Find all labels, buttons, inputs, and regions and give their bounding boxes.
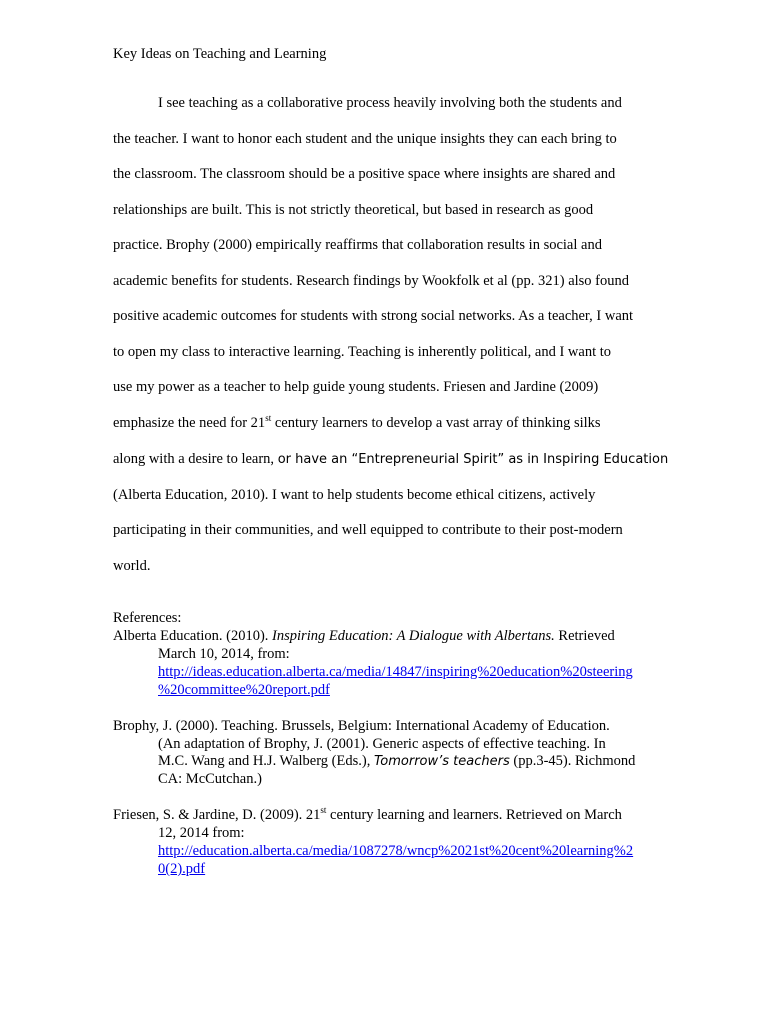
reference-3-line-1 bbox=[113, 807, 622, 824]
reference-3-authors: Friesen, S. & Jardine, D. (2009). 21 bbox=[113, 807, 321, 823]
reference-1-link-part-2[interactable]: %20committee%20report.pdf bbox=[158, 682, 330, 698]
body-line-11-alt-font: or have an “Entrepreneurial Spirit” as in Inspiring Education bbox=[277, 452, 669, 467]
reference-1-title: Inspiring Education: A Dialogue with Albertans. bbox=[272, 628, 555, 644]
reference-1-retrieved: Retrieved bbox=[554, 628, 615, 644]
body-line-4: relationships are built. This is not strictly theoretical, but based in research as good bbox=[113, 202, 594, 218]
reference-3-ordinal-suffix: st bbox=[320, 805, 327, 816]
reference-2-line-3 bbox=[158, 753, 635, 770]
body-line-5: practice. Brophy (2000) empirically reaffirms that collaboration results in social and bbox=[113, 237, 602, 253]
reference-2-editors: M.C. Wang and H.J. Walberg (Eds.), bbox=[158, 753, 374, 769]
reference-3-title: century learning and learners. Retrieved on March bbox=[326, 807, 622, 823]
body-line-9: use my power as a teacher to help guide young students. Friesen and Jardine (2009) bbox=[113, 379, 599, 395]
body-line-11-start: along with a desire to learn, bbox=[113, 451, 278, 467]
body-line-12: (Alberta Education, 2010). I want to help students become ethical citizens, actively bbox=[113, 487, 596, 503]
body-line-1: I see teaching as a collaborative process heavily involving both the students and bbox=[158, 95, 622, 111]
reference-2-line-4: CA: McCutchan.) bbox=[158, 771, 262, 787]
body-line-14: world. bbox=[113, 558, 151, 574]
body-line-6: academic benefits for students. Research findings by Wookfolk et al (pp. 321) also found bbox=[113, 273, 630, 289]
reference-3-link-part-2[interactable]: 0(2).pdf bbox=[158, 861, 206, 877]
reference-3-line-2: 12, 2014 from: bbox=[158, 825, 245, 841]
reference-2-book-title: Tomorrow’s teachers bbox=[373, 754, 510, 769]
reference-2-line-1: Brophy, J. (2000). Teaching. Brussels, Belgium: International Academy of Education. bbox=[113, 718, 610, 734]
reference-1-link-part-1[interactable]: http://ideas.education.alberta.ca/media/14847/inspiring%20education%20steering bbox=[158, 664, 633, 680]
reference-1-author: Alberta Education. (2010). bbox=[113, 628, 273, 644]
reference-3-link-part-1[interactable]: http://education.alberta.ca/media/1087278/wncp%2021st%20cent%20learning%2 bbox=[158, 843, 634, 859]
body-line-10-end: century learners to develop a vast array of thinking silks bbox=[271, 415, 601, 431]
body-line-2: the teacher. I want to honor each student and the unique insights they can each bring to bbox=[113, 131, 617, 147]
document-title: Key Ideas on Teaching and Learning bbox=[113, 46, 327, 62]
reference-1-line-1 bbox=[113, 628, 615, 645]
references-heading: References: bbox=[113, 610, 182, 626]
reference-2-pages: (pp.3-45). Richmond bbox=[509, 753, 636, 769]
body-line-10 bbox=[113, 414, 601, 432]
body-line-3: the classroom. The classroom should be a positive space where insights are shared and bbox=[113, 166, 616, 182]
ordinal-suffix: st bbox=[265, 413, 272, 424]
body-line-7: positive academic outcomes for students with strong social networks. As a teacher, I want bbox=[113, 308, 634, 324]
body-line-8: to open my class to interactive learning. Teaching is inherently political, and I want to bbox=[113, 344, 612, 360]
reference-1-line-2: March 10, 2014, from: bbox=[158, 646, 290, 662]
body-line-13: participating in their communities, and well equipped to contribute to their post-modern bbox=[113, 522, 623, 538]
body-line-10-start: emphasize the need for 21 bbox=[113, 415, 266, 431]
body-line-11 bbox=[113, 450, 668, 469]
reference-2-line-2: (An adaptation of Brophy, J. (2001). Generic aspects of effective teaching. In bbox=[158, 736, 606, 752]
